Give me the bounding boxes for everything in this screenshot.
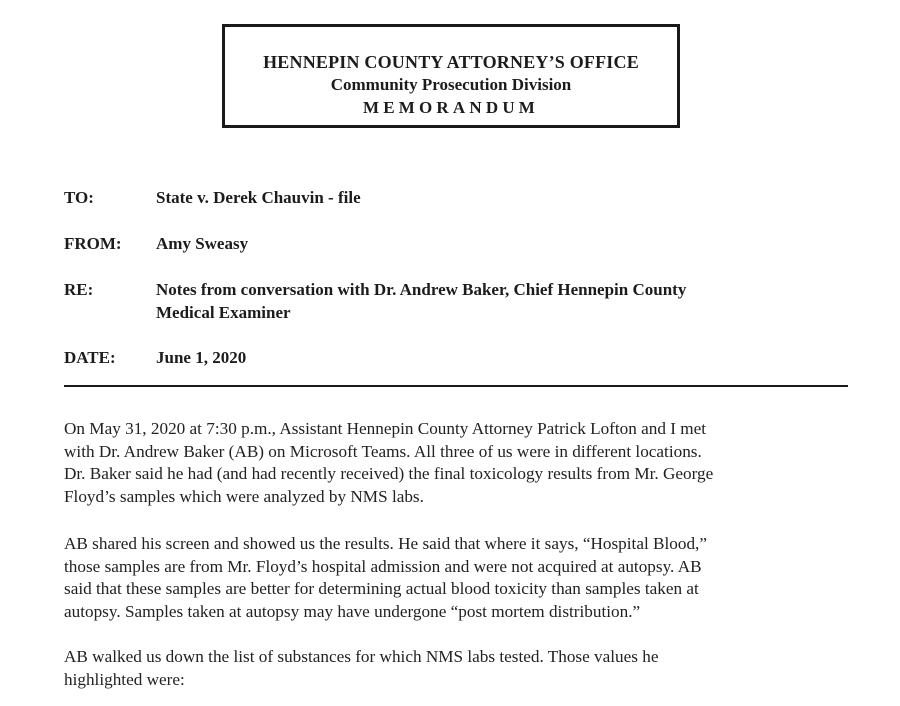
division-title: Community Prosecution Division bbox=[330, 75, 572, 94]
paragraph-line: Floyd’s samples which were analyzed by NMS labs. bbox=[64, 486, 424, 506]
paragraph-1 bbox=[64, 418, 864, 508]
horizontal-rule bbox=[64, 385, 848, 387]
re-label: RE: bbox=[64, 280, 94, 299]
paragraph-line: AB shared his screen and showed us the results. He said that where it says, “Hospital Blood,” bbox=[64, 534, 707, 553]
to-value: State v. Derek Chauvin - file bbox=[156, 188, 361, 207]
re-value-line1: Notes from conversation with Dr. Andrew Baker, Chief Hennepin County bbox=[156, 280, 687, 299]
paragraph-line: those samples are from Mr. Floyd’s hospital admission and were not acquired at autopsy. AB bbox=[64, 556, 702, 576]
from-label: FROM: bbox=[64, 234, 122, 253]
paragraph-line: said that these samples are better for determining actual blood toxicity than samples taken at bbox=[64, 579, 699, 598]
memo-header-box bbox=[222, 24, 680, 128]
from-value: Amy Sweasy bbox=[156, 234, 249, 253]
date-label: DATE: bbox=[64, 348, 116, 367]
to-label: TO: bbox=[64, 188, 94, 207]
paragraph-line: highlighted were: bbox=[64, 669, 185, 689]
paragraph-line: with Dr. Andrew Baker (AB) on Microsoft Teams. All three of us were in different locations. bbox=[64, 441, 702, 461]
paragraph-line: AB walked us down the list of substances for which NMS labs tested. Those values he bbox=[64, 647, 659, 666]
office-title: HENNEPIN COUNTY ATTORNEY’S OFFICE bbox=[263, 52, 639, 72]
re-value-line2: Medical Examiner bbox=[156, 303, 291, 322]
paragraph-line: Dr. Baker said he had (and had recently received) the final toxicology results from Mr. George bbox=[64, 464, 714, 483]
memorandum-title: MEMORANDUM bbox=[362, 98, 540, 117]
paragraph-3 bbox=[64, 646, 864, 691]
paragraph-line: On May 31, 2020 at 7:30 p.m., Assistant Hennepin County Attorney Patrick Lofton and I met bbox=[64, 419, 707, 438]
paragraph-line: autopsy. Samples taken at autopsy may have undergone “post mortem distribution.” bbox=[64, 601, 641, 621]
paragraph-2 bbox=[64, 533, 864, 623]
date-value: June 1, 2020 bbox=[156, 348, 247, 367]
